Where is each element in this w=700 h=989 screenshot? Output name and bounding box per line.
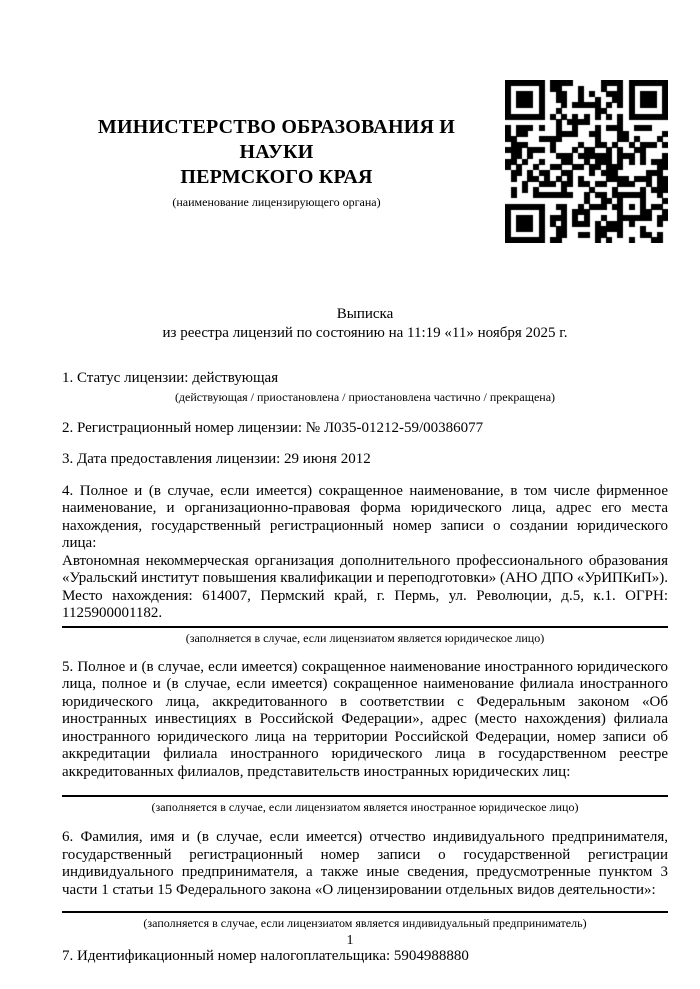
document-title-line1: Выписка [336,306,394,322]
item-legal-entity [62,483,668,623]
qr-code-icon [505,80,668,243]
licensing-authority-name-line2: ПЕРМСКОГО КРАЯ [180,165,373,188]
item-license-status: 1. Статус лицензии: действующая [62,370,279,386]
item-registration-number: 2. Регистрационный номер лицензии: № Л035-01212-59/00386077 [62,419,484,436]
item-individual-entrepreneur: 6. Фамилия, имя и (в случае, если имеется) отчество индивидуального предпринимателя, государственный регистрационный номер записи о государственной регистрации индивидуального предпринимателя, а также иные сведения, предусмотренные пунктом 3 части 1 статьи 15 Федерального закона «О лицензировании отдельных видов деятельности»: [62,829,668,898]
item-foreign-entity-note: (заполняется в случае, если лицензиатом является иностранное юридическое лицо) [62,795,668,814]
page-number: 1 [346,933,354,948]
licensing-authority-caption: (наименование лицензирующего органа) [172,194,381,209]
licensing-authority-block [62,115,505,209]
document-header [62,80,668,243]
licensing-authority-name-line1: МИНИСТЕРСТВО ОБРАЗОВАНИЯ И НАУКИ [97,115,456,163]
item-license-status-note: (действующая / приостановлена / приостановлена частично / прекращена) [174,389,556,404]
licensing-authority-name [62,115,491,190]
item-legal-entity-intro: 4. Полное и (в случае, если имеется) сокращенное наименование, в том числе фирменное наименование, и организационно-правовая форма юридического лица, адрес его места нахождения, государственный регистрационный номер записи о создании юридического лица: [62,482,668,551]
item-individual-entrepreneur-note: (заполняется в случае, если лицензиатом является индивидуальный предприниматель) [62,911,668,930]
item-legal-entity-value: Автономная некоммерческая организация дополнительного профессионального образования «Уральский институт повышения квалификации и переподготовки» (АНО ДПО «УрИПКиП»). Место нахождения: 614007, Пермский край, г. Пермь, ул. Революции, д.5, к.1. ОГРН: 1125900001182. [62,552,668,621]
document-title-line2: из реестра лицензий по состоянию на 11:19 «11» ноября 2025 г. [162,325,568,341]
item-foreign-entity: 5. Полное и (в случае, если имеется) сокращенное наименование иностранного юридического лица, полное и (в случае, если имеется) сокращенное наименование филиала иностранного юридического лица, аккредитованного в соответствии с Федеральным законом «Об иностранных инвестициях в Российской Федерации», адрес (место нахождения) филиала иностранного юридического лица на территории Российской Федерации, номер записи об аккредитации филиала иностранного юридического лица в государственном реестре аккредитованных филиалов, представительств иностранных юридических лиц: [62,658,668,780]
item-license-grant-date: 3. Дата предоставления лицензии: 29 июня 2012 [62,451,371,467]
document-title [62,305,668,343]
item-taxpayer-number: 7. Идентификационный номер налогоплательщика: 5904988880 [62,948,469,964]
item-legal-entity-note: (заполняется в случае, если лицензиатом является юридическое лицо) [62,626,668,645]
